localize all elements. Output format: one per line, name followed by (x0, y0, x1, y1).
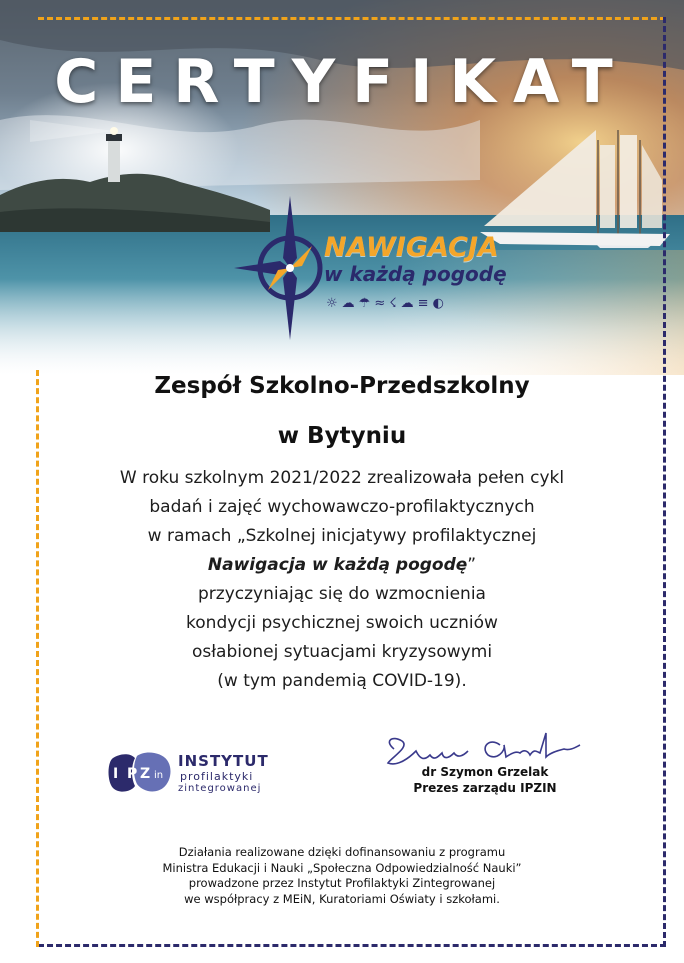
frame-top-border (38, 17, 666, 20)
moon-icon: ◐ (432, 296, 444, 311)
body-line: badań i zajęć wychowawczo-profilaktycznych (149, 497, 535, 517)
program-name-line1: NAWIGACJA (324, 232, 499, 263)
program-name-emphasis: Nawigacja w każdą pogodę (207, 555, 468, 575)
body-line: (w tym pandemią COVID-19). (217, 671, 467, 691)
compass-rose-icon (232, 196, 332, 346)
svg-text:I: I (113, 766, 119, 782)
program-name-line2: w każdą pogodę (324, 262, 507, 286)
rain-cloud-icon: ☂ (358, 296, 371, 311)
svg-text:in: in (154, 770, 164, 781)
signatory-name: dr Szymon Grzelak (421, 765, 549, 779)
institute-name-line1: INSTYTUT (178, 752, 269, 770)
frame-right-border (663, 17, 666, 947)
body-line: osłabionej sytuacjami kryzysowymi (191, 642, 493, 662)
sun-icon: ☼ (326, 296, 338, 311)
storm-icon: ☇ (389, 296, 397, 311)
recipient-name-line1: Zespół Szkolno-Przedszkolny (154, 373, 530, 399)
funding-footer (80, 845, 604, 907)
recipient-name-line2: w Bytyniu (277, 423, 407, 449)
institute-name-line3: zintegrowanej (178, 783, 262, 794)
institute-name-line2: profilaktyki (180, 770, 254, 783)
footer-line: we współpracy z MEiN, Kuratoriami Oświaty i szkołami. (184, 891, 500, 906)
body-line: przyczyniając się do wzmocnienia (198, 584, 486, 604)
certificate-body (40, 464, 644, 696)
frame-left-border (36, 370, 39, 947)
closing-quote: ” (467, 555, 477, 575)
ipzin-mark-icon (105, 748, 175, 796)
svg-text:Z: Z (140, 766, 151, 782)
weather-icons-row (326, 297, 444, 310)
signatory-role: Prezes zarządu IPZIN (413, 781, 557, 795)
program-logo (232, 196, 507, 346)
institute-logo (105, 748, 305, 798)
body-line: kondycji psychicznej swoich uczniów (186, 613, 498, 633)
cloud-sun-icon: ☁ (341, 296, 355, 311)
body-line: w ramach „Szkolnej inicjatywy profilaktycznej (147, 526, 537, 546)
wind-icon: ≈ (374, 296, 386, 311)
fog-icon: ≡ (417, 296, 429, 311)
partly-cloudy-icon: ☁ (400, 296, 414, 311)
frame-bottom-border (38, 944, 666, 947)
body-line-program (40, 551, 644, 580)
footer-line: prowadzone przez Instytut Profilaktyki Zintegrowanej (188, 876, 496, 890)
body-line: W roku szkolnym 2021/2022 zrealizowała pełen cykl (119, 468, 565, 488)
footer-line: Działania realizowane dzięki dofinansowaniu z programu (178, 845, 506, 859)
footer-line: Ministra Edukacji i Nauki „Społeczna Odpowiedzialność Nauki” (162, 860, 522, 875)
svg-text:P: P (127, 766, 138, 782)
certificate-title: CERTYFIKAT (54, 47, 630, 117)
